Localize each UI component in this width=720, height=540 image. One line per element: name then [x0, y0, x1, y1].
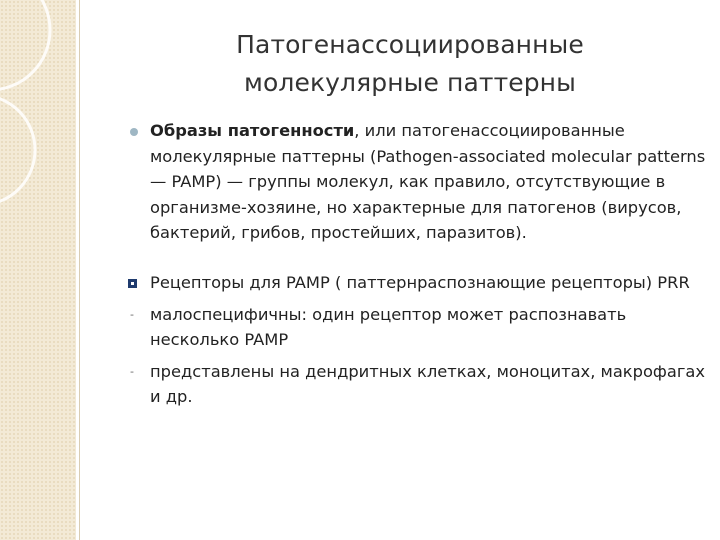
slide-body	[128, 118, 708, 410]
term-label: Образы патогенности	[150, 121, 355, 140]
decorative-circles	[0, 0, 76, 540]
cell-types-text: представлены на дендритных клетках, моноцитах, макрофагах и др.	[150, 361, 705, 407]
receptors-text: Рецепторы для PAMP ( паттернраспознающие рецепторы) PRR	[150, 272, 690, 292]
low-specificity-text: малоспецифичны: один рецептор может распознавать несколько PAMP	[150, 304, 627, 350]
square-bullet-icon	[128, 270, 146, 296]
dash-bullet: -	[130, 364, 134, 378]
definition-text: , или патогенассоциированные молекулярные паттерны (Pathogen-associated molecular patterns— PAMP) — группы молекул, как правило, отсутствующие в организме-хозяине, но характерные для патогенов (вирусов, бактерий, грибов, простейших, паразитов).	[150, 121, 706, 243]
decorative-sidebar	[0, 0, 76, 540]
sub-item-low-specificity	[128, 302, 708, 353]
title-line-1: Патогенассоциированные	[236, 30, 584, 59]
sidebar-divider	[79, 0, 80, 540]
bullet-prr-receptors	[128, 270, 708, 296]
dash-bullet: -	[130, 307, 134, 321]
title-line-2: молекулярные паттерны	[244, 68, 576, 97]
sub-item-cell-types	[128, 359, 708, 410]
round-bullet-icon	[128, 118, 146, 144]
slide-title	[140, 26, 680, 102]
bullet-pamp-definition	[128, 118, 708, 246]
